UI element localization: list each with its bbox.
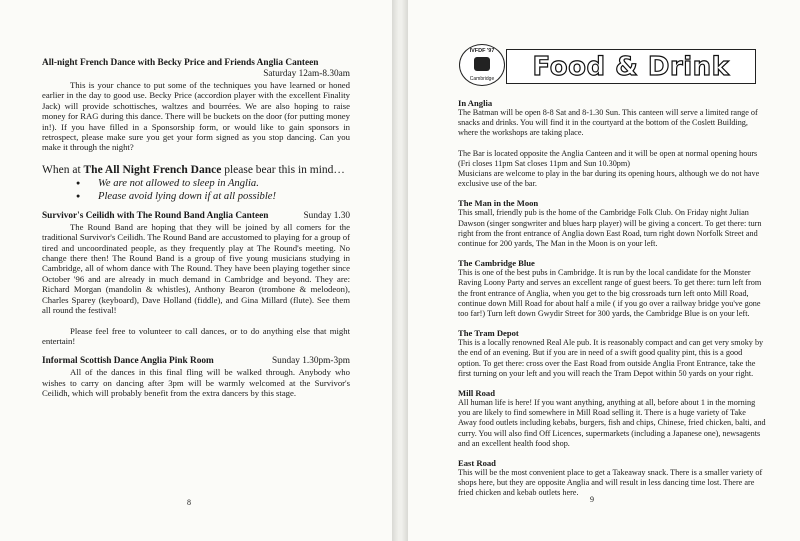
venue-title: East Road	[458, 458, 496, 469]
venue-text: This is a locally renowned Real Ale pub. It is reasonably compact and can get very smoky by the end of an evening. But if you are in need of a swift good quality pint, this is a good option. To get there: cross over the East Road from outside Anglia Front Entrance, take the first turning on your left and you will reach the Tram Depot within 50 yards on your right.	[458, 338, 764, 378]
festival-logo: IVFDF '97 Cambridge	[459, 44, 505, 86]
venue-text: This will be the most convenient place to get a Takeaway snack. There is a smaller variety of shops here, but they are opposite Anglia and will result in less dancing time lost. There are fried chicken and kebab outlets here.	[458, 468, 763, 498]
list-item: ● We are not allowed to sleep in Anglia.	[76, 177, 350, 190]
venue-title: The Man in the Moon	[458, 198, 539, 209]
right-page	[408, 0, 800, 541]
left-page	[0, 0, 392, 541]
venue-text: The Bar is located opposite the Anglia Canteen and it will be open at normal opening hours (Fri closes 11pm Sat closes 11pm and Sun 10.30pm) Musicians are welcome to play in the bar during its opening hours, although we do not have exclusive use of the bar.	[458, 148, 760, 189]
section-time: Saturday 12am-8.30am	[263, 69, 350, 79]
section-body: This is your chance to put some of the techniques you have learned or honed earlier in the day to good use. Becky Price (accordion player with the excellent Finality Jack) will provide schottisches, waltzes and bourrées. We are also hoping to raise money for RAG during this dance. There will be buckets on the door (for putting money in!). If you have filled in a Sponsorship form, or would like to gain sponsors in retrospect, please make sure you get your form signed as you stop dancing. Can you make it through the night?	[42, 80, 350, 153]
section-title: All-night French Dance with Becky Price and Friends Anglia Canteen	[42, 58, 319, 68]
list-item: ● Please avoid lying down if at all possible!	[76, 190, 350, 203]
venue-title: The Tram Depot	[458, 328, 519, 339]
warning-title: When at The All Night French Dance please bear this in mind…	[42, 163, 345, 176]
section-body: All of the dances in this final fling will be walked through. Anybody who wishes to carry on dancing after 3pm will be warmly welcomed at the Survivor's Ceilidh, which will probably benefit from the extra dancers by this stage.	[42, 367, 350, 399]
warning-list	[76, 177, 350, 203]
left-content	[42, 58, 350, 399]
festival-emblem-icon	[474, 57, 490, 71]
venue-title: The Cambridge Blue	[458, 258, 535, 269]
book-gutter	[392, 0, 408, 541]
section-title: Informal Scottish Dance Anglia Pink Room Sunday 1.30pm-3pm	[42, 356, 350, 367]
venue-title: Mill Road	[458, 388, 496, 399]
venue-text: This is one of the best pubs in Cambridge. It is run by the local candidate for the Monster Raving Loony Party and serves an excellent range of guest beers. To get there: turn left from the front entrance of Anglia, when you get to the big crossroads turn left onto Mill Road, continue down Mill Road for about half a mile ( if you go over a railway bridge you've gone too far!) Turn left down Gwydir Street for 300 yards, the Cambridge Blue is on your left.	[458, 268, 762, 319]
section-note: Please feel free to volunteer to call dances, or to do anything else that might entertain!	[42, 325, 350, 346]
right-content	[458, 98, 766, 499]
section-title: Survivor's Ceilidh with The Round Band Anglia Canteen Sunday 1.30	[42, 210, 350, 221]
food-drink-banner: Food & Drink	[506, 49, 756, 84]
section-body: The Round Band are hoping that they will be joined by all comers for the traditional Survivor's Ceilidh. The Round Band are accustomed to playing for a group of tired and uncoordinated people, as they frequently play at The Round's meeting. No change there then! The Round Band is a group of five young musicians studying in Cambridge, all of whom dance with The Round. They have been playing together since October '96 and are already in much demand in Cambridge and beyond. They are: Richard Morgan (mandolin & whistles), Anthony Bearon (trombone & melodeon), Charles Sparey (keyboard), Dave Holland (fiddle), and Gina Millard (flute). See them all round the festival!	[42, 221, 350, 316]
venue-text: All human life is here! If you want anything, anything at all, before about 1 in the morning you are likely to find somewhere in Mill Road selling it. There is a huge variety of Take Away food outlets including kebabs, burgers, fish and chips, Chinese, fried chicken, balti, and curry. You will also find Off Licences, supermarkets (including a Japanese one), newsagents and an excellent health food shop.	[458, 398, 766, 448]
page-number: 9	[590, 495, 594, 504]
page-number: 8	[187, 498, 191, 507]
venue-text: This small, friendly pub is the home of the Cambridge Folk Club. On Friday night Julian Dawson (singer songwriter and blues harp player) will be giving a concert. To get there: turn right from the front entrance of Anglia down East Road, turn right down Norfolk Street and continue for 200 yards, The Man in the Moon is on your left.	[458, 208, 762, 249]
venue-text: The Batman will be open 8-8 Sat and 8-1.30 Sun. This canteen will serve a limited range of snacks and drinks. You will find it in the courtyard at the bottom of the Coslett Building, where the workshops are taking place.	[458, 108, 758, 138]
venue-title: In Anglia	[458, 98, 493, 108]
